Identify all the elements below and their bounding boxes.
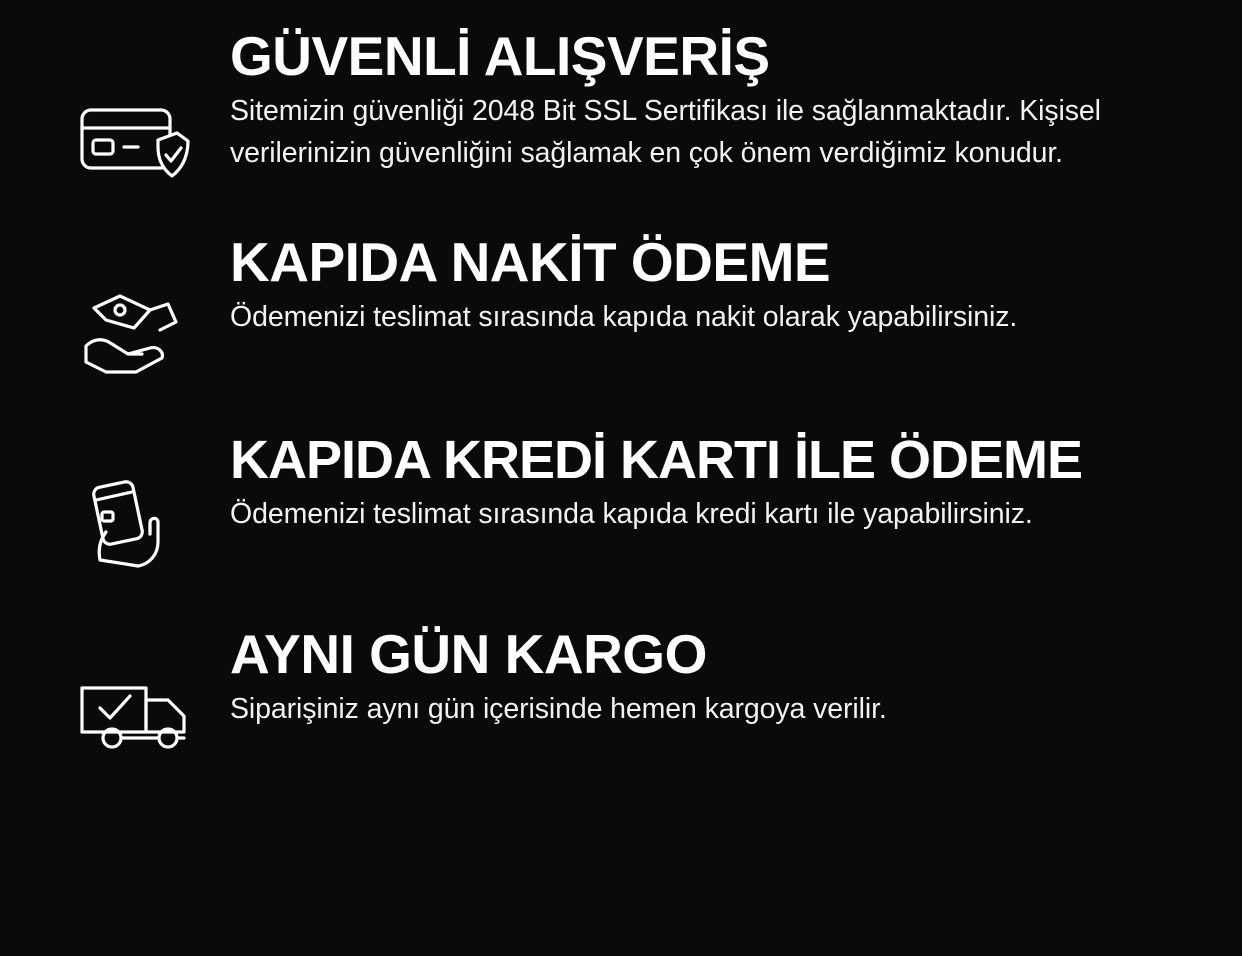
delivery-truck-check-icon: [40, 626, 230, 756]
feature-description: Ödemenizi teslimat sırasında kapıda kredi kartı ile yapabilirsiniz.: [230, 498, 1033, 531]
feature-text-block: [230, 432, 1202, 536]
feature-item-secure-shopping: [40, 25, 1202, 186]
feature-item-card-on-delivery: [40, 432, 1202, 574]
feature-title: KAPIDA KREDİ KARTI İLE ÖDEME: [230, 430, 1083, 490]
feature-item-cash-on-delivery: [40, 231, 1202, 382]
feature-description: Sitemizin güvenliği 2048 Bit SSL Sertifikası ile sağlanmaktadır. Kişisel verilerinizin güvenliğini sağlamak en çok önem verdiğimiz konudur.: [230, 95, 1101, 169]
feature-description: Ödemenizi teslimat sırasında kapıda nakit olarak yapabilirsiniz.: [230, 301, 1018, 334]
feature-text-block: [230, 623, 1202, 731]
feature-title: AYNI GÜN KARGO: [230, 623, 707, 685]
hand-holding-credit-card-icon: [40, 432, 230, 574]
cash-in-hand-icon: [40, 234, 230, 382]
feature-title: KAPIDA NAKİT ÖDEME: [230, 231, 831, 293]
feature-item-same-day-shipping: [40, 623, 1202, 756]
feature-description: Siparişiniz aynı gün içerisinde hemen kargoya verilir.: [230, 693, 887, 726]
feature-text-block: [230, 231, 1202, 339]
credit-card-shield-icon: [40, 28, 230, 186]
feature-list: [40, 22, 1202, 756]
feature-title: GÜVENLİ ALIŞVERİŞ: [230, 25, 770, 87]
feature-text-block: [230, 25, 1202, 174]
